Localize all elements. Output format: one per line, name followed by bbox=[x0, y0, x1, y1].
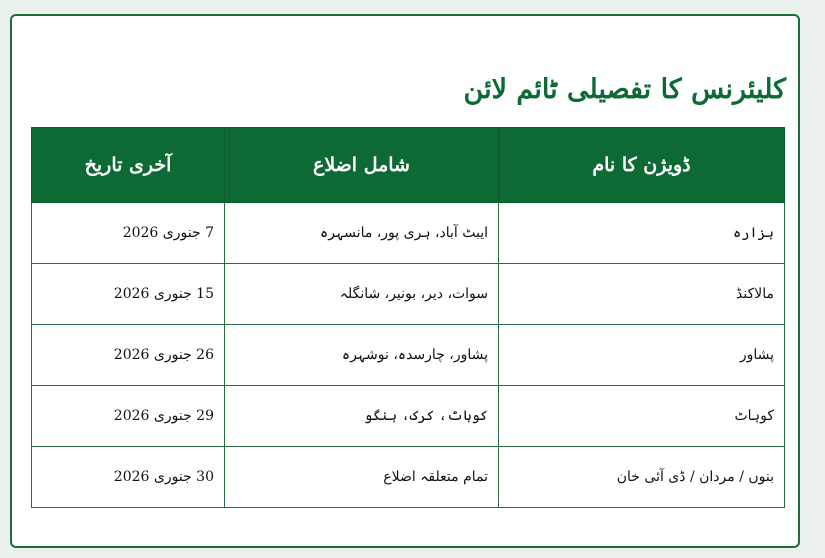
districts-cell: کوہاٹ، کرک، ہنگو bbox=[225, 386, 499, 447]
deadline-cell: 30 جنوری 2026 bbox=[32, 447, 225, 508]
districts-cell: ایبٹ آباد، ہری پور، مانسہرہ bbox=[225, 203, 499, 264]
districts-cell: سوات، دیر، بونیر، شانگلہ bbox=[225, 264, 499, 325]
table-row bbox=[32, 447, 785, 508]
header-districts: شامل اضلاع bbox=[225, 128, 499, 203]
table-row bbox=[32, 264, 785, 325]
header-division: ڈویژن کا نام bbox=[499, 128, 785, 203]
table-row bbox=[32, 203, 785, 264]
deadline-cell: 29 جنوری 2026 bbox=[32, 386, 225, 447]
deadline-cell: 15 جنوری 2026 bbox=[32, 264, 225, 325]
division-cell: پشاور bbox=[499, 325, 785, 386]
timeline-card bbox=[10, 14, 800, 548]
division-cell: ہزارہ bbox=[499, 203, 785, 264]
timeline-table bbox=[31, 127, 785, 508]
table-row bbox=[32, 325, 785, 386]
table-row bbox=[32, 386, 785, 447]
deadline-cell: 7 جنوری 2026 bbox=[32, 203, 225, 264]
deadline-cell: 26 جنوری 2026 bbox=[32, 325, 225, 386]
division-cell: کوہاٹ bbox=[499, 386, 785, 447]
districts-cell: تمام متعلقہ اضلاع bbox=[225, 447, 499, 508]
division-cell: بنوں / مردان / ڈی آئی خان bbox=[499, 447, 785, 508]
districts-cell: پشاور، چارسدہ، نوشہرہ bbox=[225, 325, 499, 386]
division-cell: مالاکنڈ bbox=[499, 264, 785, 325]
header-deadline: آخری تاریخ bbox=[32, 128, 225, 203]
page-title: کلیئرنس کا تفصیلی ٹائم لائن bbox=[463, 74, 786, 105]
table-header-row bbox=[32, 128, 785, 203]
